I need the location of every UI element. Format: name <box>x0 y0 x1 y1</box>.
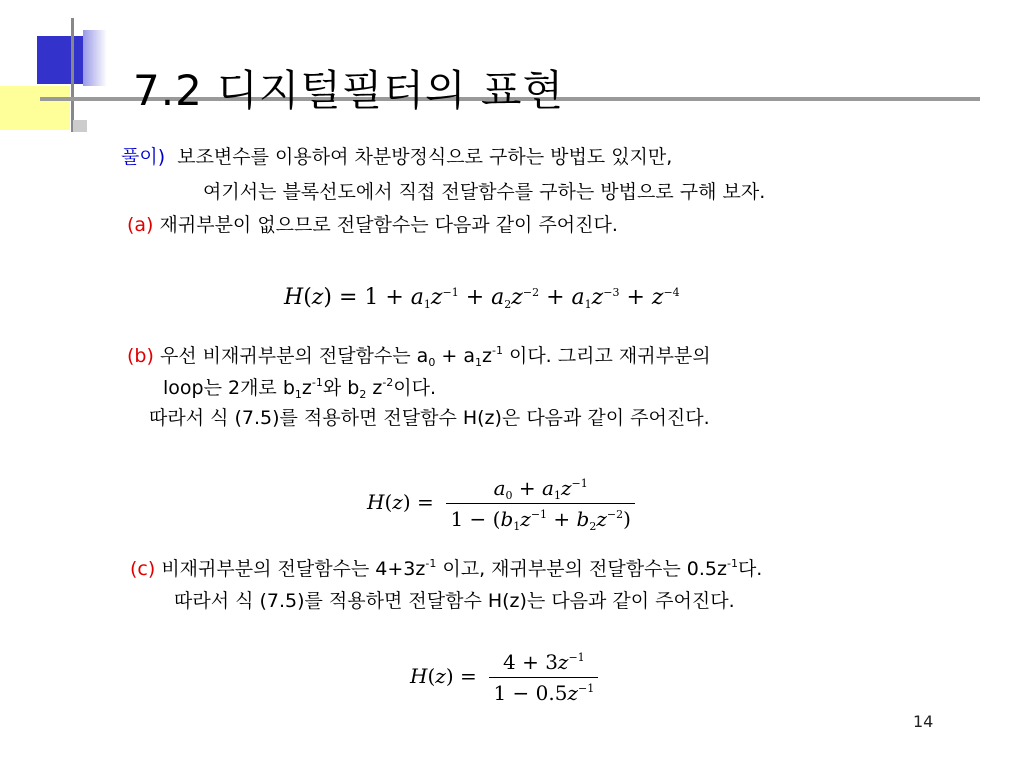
part-a-line <box>127 213 618 237</box>
slide-title: 7.2 디지털필터의 표현 <box>133 66 565 115</box>
part-c-text-1b: 이고, 재귀부분의 전달함수는 0.5z <box>436 558 727 580</box>
part-c-text-1c: 다. <box>737 558 763 580</box>
deco-small-square <box>73 120 87 132</box>
part-a-label: (a) <box>127 214 154 236</box>
solution-intro-1: 보조변수를 이용하여 차분방정식으로 구하는 방법도 있지만, <box>177 146 673 168</box>
equation-c: H(z) = $\frac{4 + 3z^{-1}}{1 - 0.5z^{-1}}$ <box>410 650 598 705</box>
part-a-text: 재귀부분이 없으므로 전달함수는 다음과 같이 주어진다. <box>159 214 618 236</box>
deco-vertical-rule <box>71 18 74 132</box>
solution-line-2 <box>203 180 765 204</box>
part-b-text-2c: 이다. <box>393 377 437 399</box>
part-b-text-1b: 이다. 그리고 재귀부분의 <box>502 345 711 367</box>
solution-label: 풀이) <box>121 146 166 168</box>
part-c-line-2 <box>174 589 735 613</box>
deco-yellow-square <box>0 86 70 130</box>
page-number: 14 <box>913 712 934 731</box>
part-c-label: (c) <box>130 558 156 580</box>
part-b-text-3: 따라서 식 (7.5)를 적용하면 전달함수 H(z)은 다음과 같이 주어진다. <box>149 407 710 429</box>
equation-a: $H(z) = 1 + a_1z^{-1} + a_2z^{-2} + a_1z^{-3} + z^{-4}$ <box>284 285 680 311</box>
deco-blue-square <box>37 36 83 84</box>
part-b-label: (b) <box>127 345 154 367</box>
part-b-text-1a: 우선 비재귀부분의 전달함수는 <box>159 345 417 367</box>
deco-blue-shadow <box>83 30 107 86</box>
part-c-text-1a: 비재귀부분의 전달함수는 4+3z <box>161 558 426 580</box>
part-b-line-3 <box>149 406 710 430</box>
part-b-line-1: (b) 우선 비재귀부분의 전달함수는 $a_0 + a_1z^{-1}$ 이다. 그리고 재귀부분의 <box>127 344 711 369</box>
part-b-line-2: loop는 2개로 $b_1z^{-1}$와 $b_2$ $z^{-2}$이다. <box>163 376 437 401</box>
part-c-line-1: (c) 비재귀부분의 전달함수는 $4+3z^{-1}$ 이고, 재귀부분의 전달함수는 $0.5z^{-1}$다. <box>130 557 763 580</box>
part-b-text-2b: 와 <box>322 377 348 399</box>
part-c-text-2: 따라서 식 (7.5)를 적용하면 전달함수 H(z)는 다음과 같이 주어진다. <box>174 590 735 612</box>
equation-b: H(z) = $\frac{a_0 + a_1z^{-1}}{1 - (b_1z^{-1} + b_2z^{-2})}$ <box>367 476 635 531</box>
solution-intro-2: 여기서는 블록선도에서 직접 전달함수를 구하는 방법으로 구해 보자. <box>203 181 766 203</box>
solution-line-1 <box>121 145 672 169</box>
part-b-text-2a: loop는 2개로 <box>163 377 283 399</box>
